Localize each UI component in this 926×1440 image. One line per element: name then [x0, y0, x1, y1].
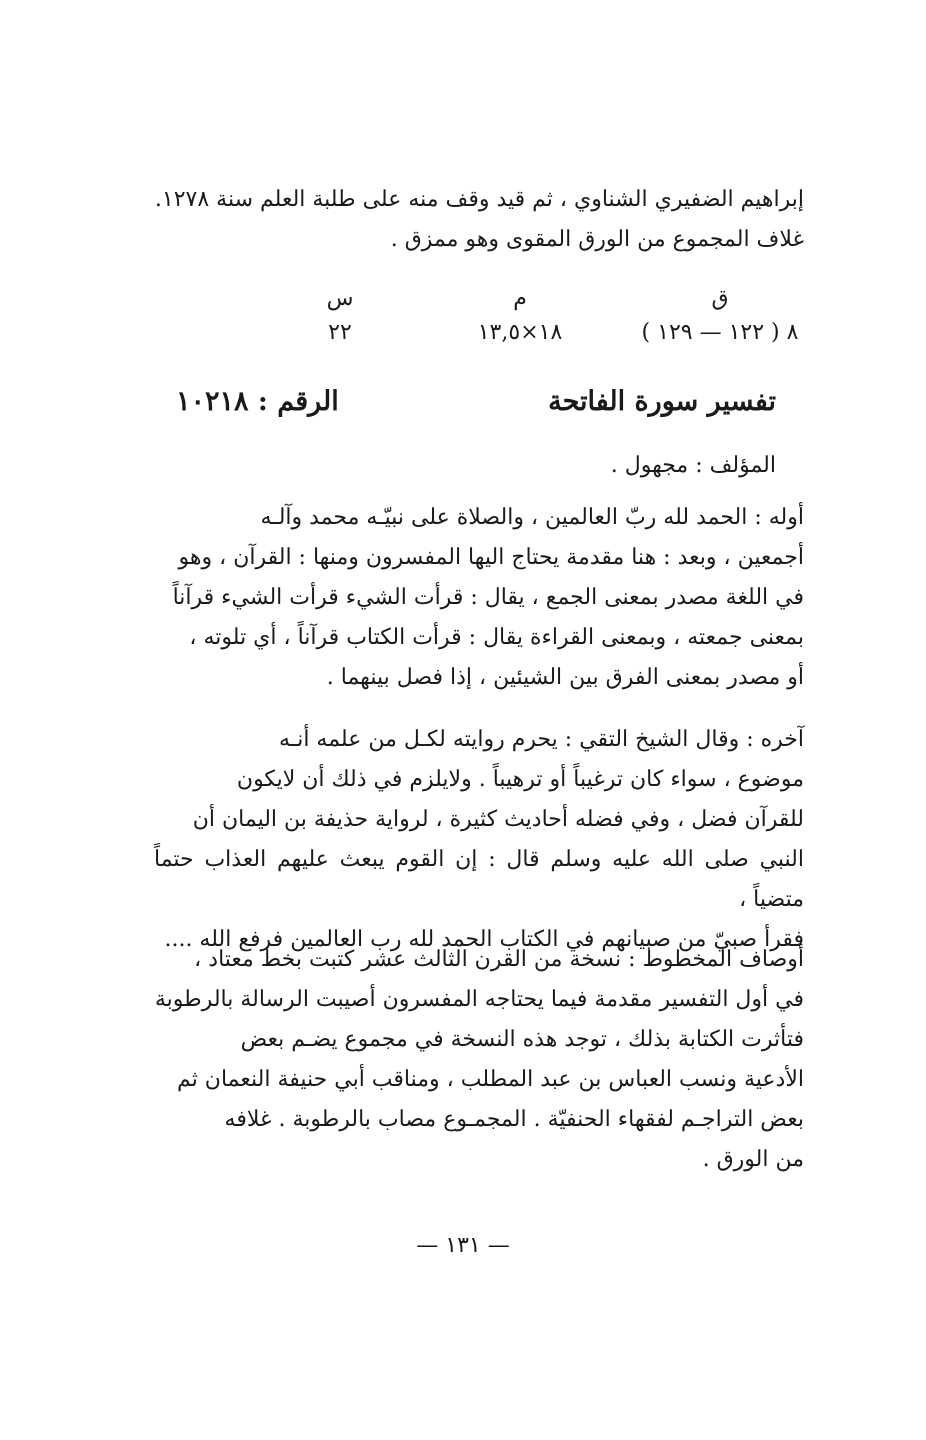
paragraph-line: موضوع ، سواء كان ترغيباً أو ترهيباً . ولايلزم في ذلك أن لايكون	[236, 767, 804, 792]
folios-column	[620, 282, 820, 350]
paragraph-line: الأدعية ونسب العباس بن عبد المطلب ، ومناقب أبي حنيفة النعمان ثم	[177, 1067, 804, 1092]
paragraph-line: في أول التفسير مقدمة فيما يحتاجه المفسرون أصيبت الرسالة بالرطوبة	[154, 987, 804, 1012]
intro-paragraph	[154, 180, 804, 260]
intro-line: إبراهيم الضفيري الشناوي ، ثم قيد وقف منه على طلبة العلم سنة ١٢٧٨.	[154, 187, 804, 212]
paragraph-line: فقرأ صبيّ من صبيانهم في الكتاب الحمد لله رب العالمين فرفع الله ....	[164, 927, 804, 952]
size-column	[450, 282, 590, 350]
paragraph-line: بمعنى جمعته ، وبمعنى القراءة يقال : قرأت الكتاب قرآناً ، أي تلوته ،	[189, 625, 804, 650]
paragraph-line: بعض التراجـم لفقهاء الحنفيّة . المجمـوع مصاب بالرطوبة . غلافه	[224, 1107, 804, 1132]
lines-column	[280, 282, 400, 350]
size-value: ١٨×١٣,٥	[477, 320, 563, 345]
description-paragraph	[154, 940, 804, 1180]
paragraph-line: أوصاف المخطوط : نسخة من القرن الثالث عشر كتبت بخط معتاد ،	[194, 947, 804, 972]
lines-label: س	[326, 286, 354, 311]
manuscript-measurements	[230, 282, 820, 352]
intro-line: غلاف المجموع من الورق المقوى وهو ممزق .	[390, 227, 804, 252]
entry-number: الرقم : ١٠٢١٨	[176, 386, 339, 417]
paragraph-line: للقرآن فضل ، وفي فضله أحاديث كثيرة ، لرواية حذيفة بن اليمان أن	[192, 807, 804, 832]
paragraph-line: فتأثرت الكتابة بذلك ، توجد هذه النسخة في مجموع يضـم بعض	[240, 1027, 804, 1052]
paragraph-line: النبي صلى الله عليه وسلم قال : إن القوم يبعث عليهم العذاب حتماً متضياً ،	[154, 847, 804, 912]
paragraph-line: أجمعين ، وبعد : هنا مقدمة يحتاج اليها المفسرون ومنها : القرآن ، وهو	[178, 545, 804, 570]
size-label: م	[513, 286, 527, 311]
folios-label: ق	[711, 286, 729, 311]
paragraph-line: في اللغة مصدر بمعنى الجمع ، يقال : قرأت الشيء قرأت الشيء قرآناً	[172, 585, 804, 610]
paragraph-line: من الورق .	[702, 1147, 804, 1172]
folios-value: ٨ ( ١٢٢ — ١٢٩ )	[641, 320, 799, 345]
page-number: — ١٣١ —	[416, 1233, 510, 1258]
incipit-paragraph	[154, 498, 804, 698]
paragraph-line: أوله : الحمد لله ربّ العالمين ، والصلاة على نبيّـه محمد وآلـه	[260, 505, 804, 530]
paragraph-line: أو مصدر بمعنى الفرق بين الشيئين ، إذا فصل بينهما .	[326, 665, 804, 690]
entry-title: تفسير سورة الفاتحة	[548, 386, 776, 417]
paragraph-line: آخره : وقال الشيخ التقي : يحرم روايته لكـل من علمه أنـه	[278, 727, 804, 752]
entry-heading	[176, 380, 776, 424]
lines-value: ٢٢	[328, 320, 352, 345]
author-line: المؤلف : مجهول .	[610, 453, 776, 478]
explicit-paragraph	[154, 720, 804, 960]
